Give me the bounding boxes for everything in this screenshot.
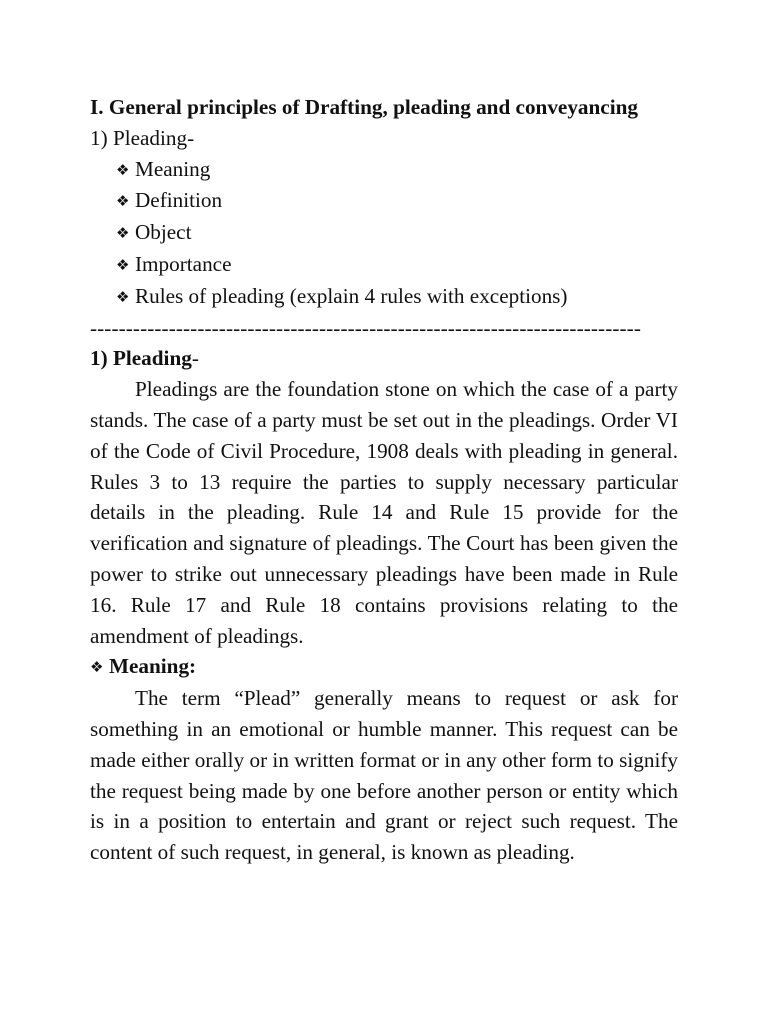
outline-item-label: Object [135, 220, 192, 245]
outline-item [90, 249, 678, 281]
document-title: I. General principles of Drafting, pleading and conveyancing [90, 95, 638, 119]
meaning-heading-label: Meaning: [109, 654, 197, 679]
outline-item [90, 281, 678, 313]
outline-item-label: Importance [135, 251, 232, 276]
four-diamond-bullet-icon: ❖ [116, 192, 130, 211]
outline-item [90, 217, 678, 249]
four-diamond-bullet-icon: ❖ [116, 160, 130, 179]
document-page [90, 92, 678, 868]
section-heading-dash: - [191, 346, 199, 371]
outline-item-label: Rules of pleading (explain 4 rules with exceptions) [135, 283, 568, 308]
four-diamond-bullet-icon: ❖ [116, 224, 130, 243]
meaning-paragraph: The term “Plead” generally means to request or ask for something in an emotional or humble manner. This request can be made either orally or in written format or in any other form to signify the request being made by one before another person or entity which is in a position to entertain and grant or reject such request. The content of such request, in general, is known as pleading. [90, 686, 678, 865]
meaning-heading [90, 651, 678, 683]
four-diamond-bullet-icon: ❖ [116, 255, 130, 274]
section-heading-label: 1) Pleading [90, 346, 192, 371]
outline-item [90, 154, 678, 186]
outline-item-label: Definition [135, 188, 223, 213]
outline-item [90, 185, 678, 217]
outline-heading: 1) Pleading- [90, 125, 195, 150]
four-diamond-bullet-icon: ❖ [90, 658, 104, 677]
section-heading [90, 343, 678, 374]
outline-list [90, 154, 678, 313]
outline-item-label: Meaning [135, 156, 211, 181]
four-diamond-bullet-icon: ❖ [116, 287, 130, 306]
section-divider: ----------------------------------------------------------------------------- [90, 315, 641, 340]
pleading-paragraph: Pleadings are the foundation stone on which the case of a party stands. The case of a party must be set out in the pleadings. Order VI of the Code of Civil Procedure, 1908 deals with pleading in general. Rules 3 to 13 require the parties to supply necessary particular details in the pleading. Rule 14 and Rule 15 provide for the verification and signature of pleadings. The Court has been given the power to strike out unnecessary pleadings have been made in Rule 16. Rule 17 and Rule 18 contains provisions relating to the amendment of pleadings. [90, 377, 678, 648]
